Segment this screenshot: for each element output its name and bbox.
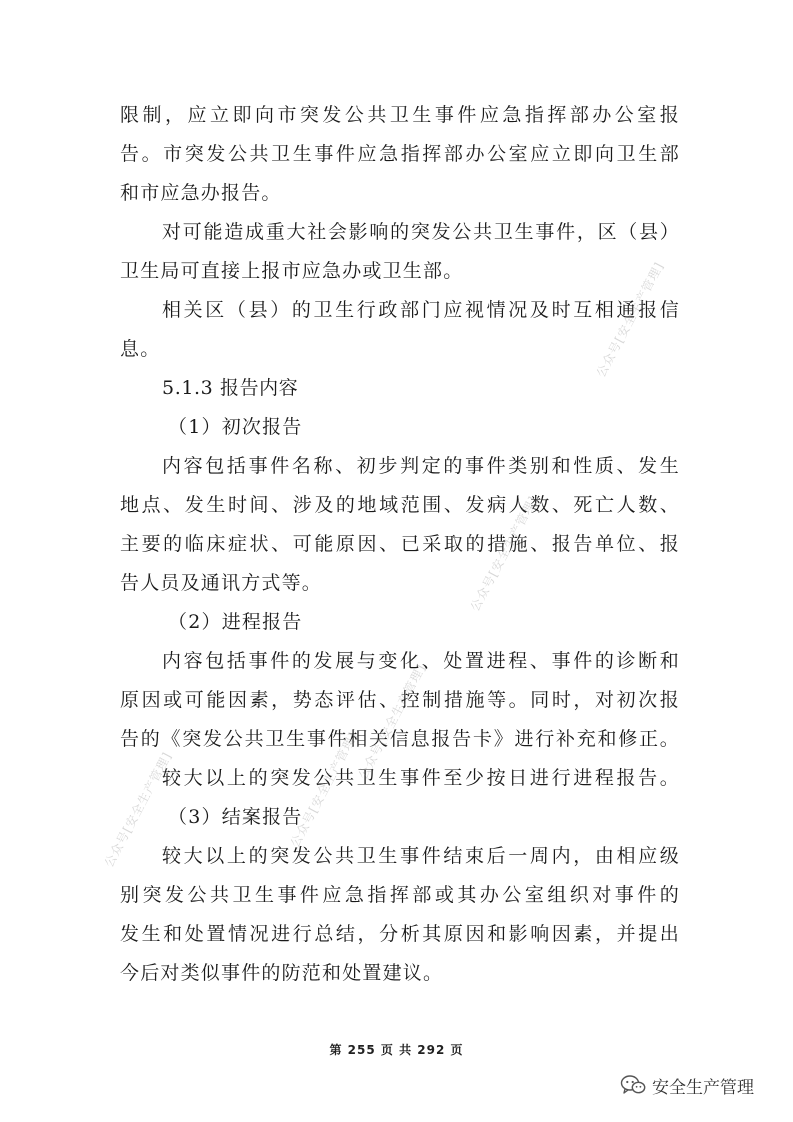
watermark-text: 公众号[安全生产管理] (593, 259, 667, 380)
subsection-heading: （3）结案报告 (168, 806, 303, 828)
text-line: 今后对类似事件的防范和处置建议。 (120, 962, 444, 984)
page-number: 第 255 页 共 292 页 (329, 1043, 464, 1057)
text-line: 告。市突发公共卫生事件应急指挥部办公室应立即向卫生部 (120, 143, 680, 165)
text-line: 限制，应立即向市突发公共卫生事件应急指挥部办公室报 (120, 104, 680, 126)
brand-label: 安全生产管理 (652, 1077, 754, 1098)
text-line: 对可能造成重大社会影响的突发公共卫生事件，区（县） (162, 221, 680, 243)
text-line: 内容包括事件的发展与变化、处置进程、事件的诊断和 (162, 650, 680, 672)
text-line: 息。 (120, 338, 161, 360)
brand-badge (620, 1072, 754, 1098)
subsection-heading: （1）初次报告 (168, 416, 303, 438)
text-line: 相关区（县）的卫生行政部门应视情况及时互相通报信 (162, 299, 680, 321)
subsection-heading: （2）进程报告 (168, 611, 303, 633)
watermark-text: 公众号[安全生产管理] (287, 729, 361, 850)
watermark-text: 公众号[安全生产管理] (101, 749, 175, 870)
watermark-text: 公众号[安全生产管理] (355, 661, 429, 782)
watermark-text: 公众号[安全生产管理] (467, 493, 541, 614)
text-line: 较大以上的突发公共卫生事件至少按日进行进程报告。 (162, 767, 680, 789)
document-body (120, 96, 680, 993)
text-line: 地点、发生时间、涉及的地域范围、发病人数、死亡人数、 (120, 494, 680, 516)
text-line: 告的《突发公共卫生事件相关信息报告卡》进行补充和修正。 (120, 728, 680, 750)
section-heading: 5.1.3 报告内容 (162, 377, 299, 399)
text-line: 较大以上的突发公共卫生事件结束后一周内，由相应级 (162, 845, 680, 867)
wechat-icon (620, 1074, 646, 1096)
text-line: 原因或可能因素，势态评估、控制措施等。同时，对初次报 (120, 689, 680, 711)
text-line: 内容包括事件名称、初步判定的事件类别和性质、发生 (162, 455, 680, 477)
text-line: 主要的临床症状、可能原因、已采取的措施、报告单位、报 (120, 533, 680, 555)
text-line: 发生和处置情况进行总结，分析其原因和影响因素，并提出 (120, 923, 680, 945)
text-line: 别突发公共卫生事件应急指挥部或其办公室组织对事件的 (120, 884, 680, 906)
text-line: 卫生局可直接上报市应急办或卫生部。 (120, 260, 464, 282)
text-line: 告人员及通讯方式等。 (120, 572, 323, 594)
text-line: 和市应急办报告。 (120, 182, 282, 204)
